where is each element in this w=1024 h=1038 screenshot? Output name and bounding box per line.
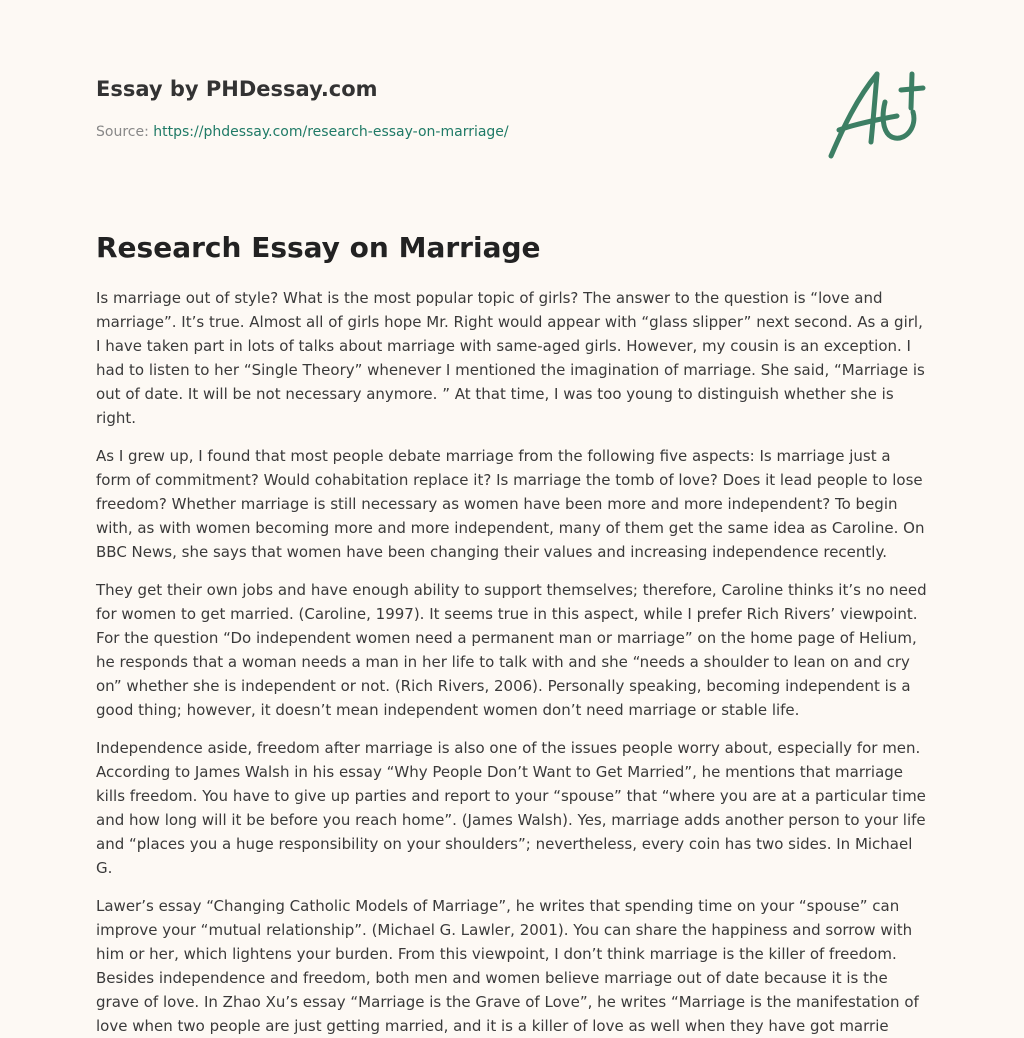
essay-body — [96, 286, 928, 1038]
essay-paragraph: They get their own jobs and have enough ability to support themselves; therefore, Caroline thinks it’s no need for women to get married. (Caroline, 1997). It seems true in this aspect, while I prefer Rich Rivers’ viewpoint. For the question “Do independent women need a permanent man or marriage” on the home page of Helium, he responds that a woman needs a man in her life to talk with and she “needs a shoulder to lean on and cry on” whether she is independent or not. (Rich Rivers, 2006). Personally speaking, becoming independent is a good thing; however, it doesn’t mean independent women don’t need marriage or stable life. — [96, 581, 927, 719]
essay-paragraph: As I grew up, I found that most people debate marriage from the following five aspects: Is marriage just a form of commitment? Would cohabitation replace it? Is marriage the tomb of love? Does it lead people to lose freedom? Whether marriage is still necessary as women have been more and more independent? To begin with, as with women becoming more and more independent, many of them get the same idea as Caroline. On BBC News, she says that women have been changing their values and increasing independence recently. — [96, 447, 925, 561]
site-title: Essay by PHDessay.com — [96, 77, 378, 101]
essay-paragraph: Independence aside, freedom after marriage is also one of the issues people worry about, especially for men. According to James Walsh in his essay “Why People Don’t Want to Get Married”, he mentions that marriage kills freedom. You have to give up parties and report to your “spouse” that “where you are at a particular time and how long will it be before you reach home”. (James Walsh). Yes, marriage adds another person to your life and “places you a huge responsibility on your shoulders”; nevertheless, every coin has two sides. In Michael G. — [96, 739, 926, 877]
essay-paragraph: Lawer’s essay “Changing Catholic Models of Marriage”, he writes that spending time on your “spouse” can improve your “mutual relationship”. (Michael G. Lawler, 2001). You can share the happiness and sorrow with him or her, which lightens your burden. From this viewpoint, I don’t think marriage is the killer of freedom. Besides independence and freedom, both men and women believe marriage out of date because it is the grave of love. In Zhao Xu’s essay “Marriage is the Grave of Love”, he writes “Marriage is the manifestation of love when two people are just getting married, and it is a killer of love as well when they have got marrie — [96, 897, 919, 1035]
page-header — [96, 0, 928, 200]
source-line — [96, 124, 509, 140]
essay-title: Research Essay on Marriage — [96, 231, 541, 264]
source-link[interactable]: https://phdessay.com/research-essay-on-marriage/ — [153, 124, 509, 140]
a-plus-icon — [825, 68, 929, 164]
essay-paragraph: Is marriage out of style? What is the most popular topic of girls? The answer to the question is “love and marriage”. It’s true. Almost all of girls hope Mr. Right would appear with “glass slipper” next second. As a girl, I have taken part in lots of talks about marriage with same-aged girls. However, my cousin is an exception. I had to listen to her “Single Theory” whenever I mentioned the imagination of marriage. She said, “Marriage is out of date. It will be not necessary anymore. ” At that time, I was too young to distinguish whether she is right. — [96, 289, 925, 427]
source-label: Source: — [96, 124, 154, 140]
